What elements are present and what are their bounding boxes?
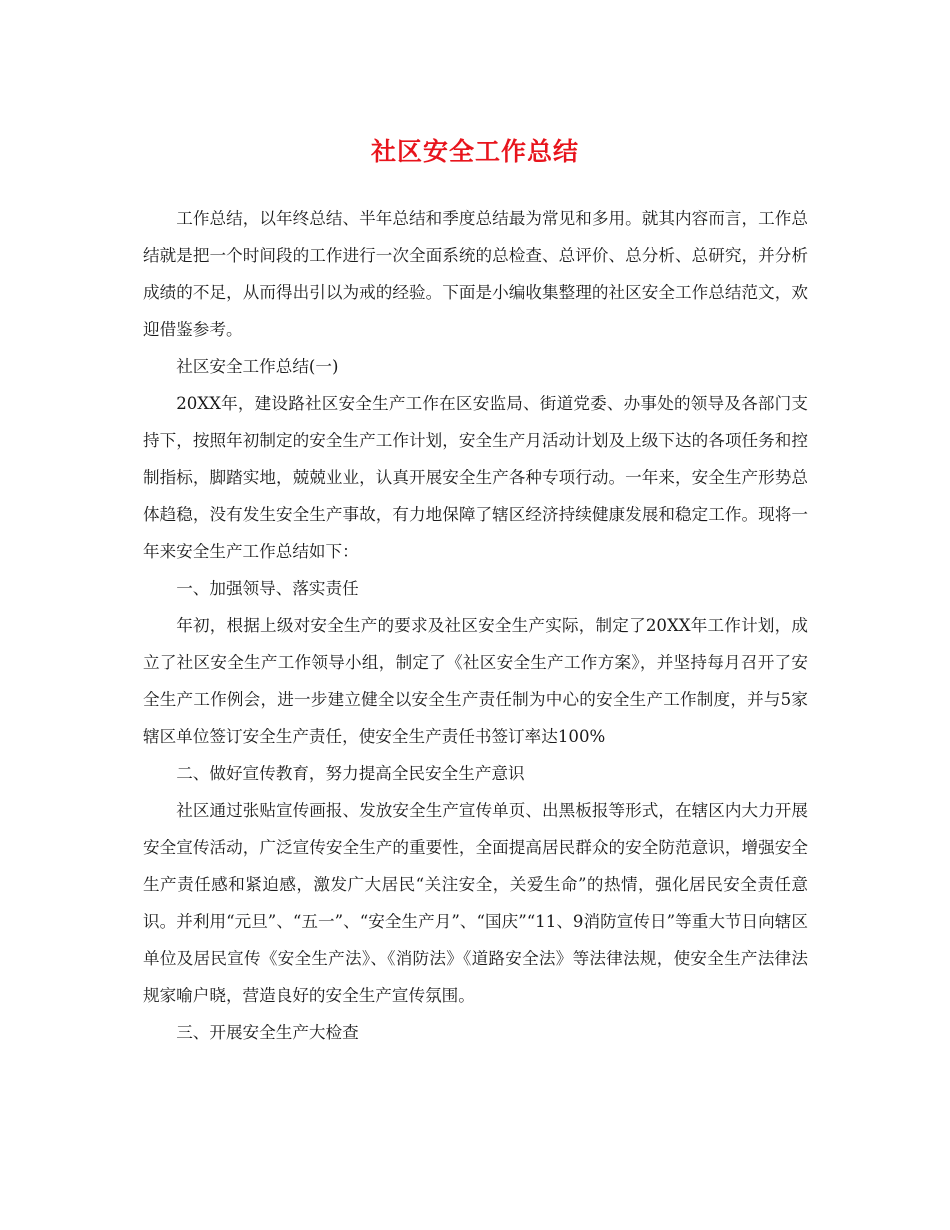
document-title: 社区安全工作总结 — [370, 137, 579, 166]
section-heading-2: 二、做好宣传教育，努力提高全民安全生产意识 — [176, 764, 525, 783]
section-heading-1: 一、加强领导、落实责任 — [176, 579, 359, 598]
section-heading-summary-one: 社区安全工作总结(一) — [176, 357, 339, 376]
section-2-paragraph: 社区通过张贴宣传画报、发放安全生产宣传单页、出黑板报等形式，在辖区内大力开展安全宣传活动，广泛宣传安全生产的重要性，全面提高居民群众的安全防范意识，增强安全生产责任感和紧迫感，激发广大居民“关注安全，关爱生命”的热情，强化居民安全责任意识。并利用“元旦”、“五一”、“安全生产月”、“国庆”“11、9消防宣传日”等重大节日向辖区单位及居民宣传《安全生产法》、《消防法》《道路安全法》等法律法规，使安全生产法律法规家喻户晓，营造良好的安全生产宣传氛围。 — [143, 801, 808, 1005]
section-heading-3: 三、开展安全生产大检查 — [176, 1023, 359, 1042]
intro-paragraph: 工作总结，以年终总结、半年总结和季度总结最为常见和多用。就其内容而言，工作总结就是把一个时间段的工作进行一次全面系统的总检查、总评价、总分析、总研究，并分析成绩的不足，从而得出引以为戒的经验。下面是小编收集整理的社区安全工作总结范文，欢迎借鉴参考。 — [143, 209, 808, 339]
section-1-paragraph: 年初，根据上级对安全生产的要求及社区安全生产实际，制定了20XX年工作计划，成立了社区安全生产工作领导小组，制定了《社区安全生产工作方案》，并坚持每月召开了安全生产工作例会，进一步建立健全以安全生产责任制为中心的安全生产工作制度，并与5家辖区单位签订安全生产责任，使安全生产责任书签订率达100% — [143, 616, 808, 746]
overview-paragraph: 20XX年，建设路社区安全生产工作在区安监局、街道党委、办事处的领导及各部门支持下，按照年初制定的安全生产工作计划，安全生产月活动计划及上级下达的各项任务和控制指标，脚踏实地，兢兢业业，认真开展安全生产各种专项行动。一年来，安全生产形势总体趋稳，没有发生安全生产事故，有力地保障了辖区经济持续健康发展和稳定工作。现将一年来安全生产工作总结如下： — [143, 394, 808, 561]
document-body — [143, 200, 808, 1051]
